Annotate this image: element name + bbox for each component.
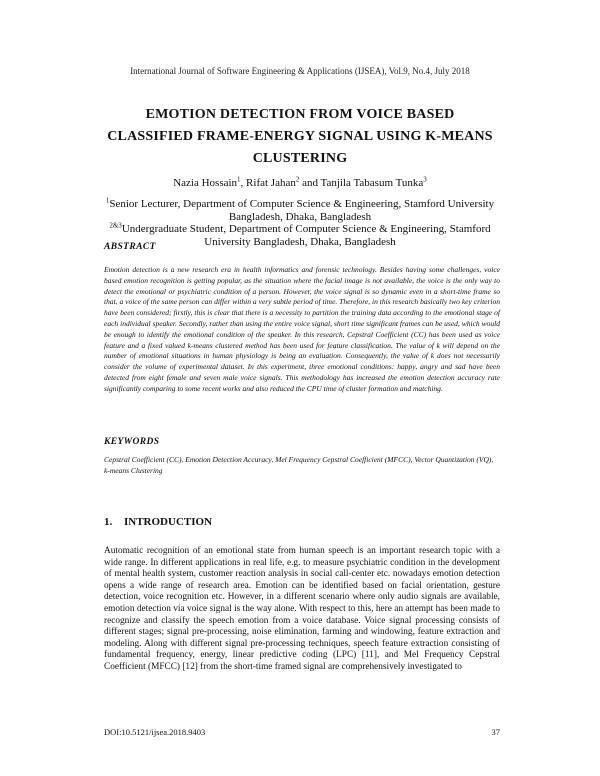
affiliation-2-text: Undergraduate Student, Department of Computer Science & Engineering, Stamford University Bangladesh, Dhaka, Bangladesh xyxy=(121,223,491,248)
keywords-text: Cepstral Coefficient (CC), Emotion Detection Accuracy, Mel Frequency Cepstral Coefficient (MFCC), Vector Quantization (VQ), k-means Clustering xyxy=(104,455,494,475)
affiliation-1 xyxy=(95,198,505,224)
affiliation-2 xyxy=(95,223,505,249)
abstract-heading: ABSTRACT xyxy=(104,242,156,252)
abstract-text: Emotion detection is a new research era in health informatics and forensic technology. Besides having some challenges, voice based emotion recognition is getting popular, as the situation where the facial image is not available, the voice is the only way to detect the emotional or psychiatric condition of a person. However, the voice signal is so dynamic even in a short-time frame so that, a voice of the same person can differ within a very subtle period of time. Therefore, in this research basically two key criterion have been considered; firstly, this is clear that there is a necessity to partition the training data according to the emotional stage of each individual speaker. Secondly, rather than using the entire voice signal, short time significant frames can be used, which would be enough to identify the emotional condition of the speaker. In this research, Cepstral Coefficient (CC) has been used as voice feature and a fixed valued k-means clustered method has been used for feature classification. The value of k will depend on the number of emotional situations in human physiology is being an evaluation. Consequently, the value of k does not necessarily consider the volume of experimental dataset. In this experiment, three emotional conditions: happy, angry and sad have been detected from eight female and seven male voice signals. This methodology has increased the emotion detection accuracy rate significantly comparing to some recent works and also reduced the CPU time of cluster formation and matching. xyxy=(104,265,500,393)
author-1-name: Nazia Hossain xyxy=(173,177,238,189)
paper-title xyxy=(60,104,540,170)
introduction-text: Automatic recognition of an emotional state from human speech is an important research topic with a wide range. In different applications in real life, e.g. to measure psychiatric condition in the development of mental health system, customer reaction analysis in social call-center etc. nowadays emotion detection opens a wide range of research area. Emotion can be identified based on facial orientation, gesture detection, voice recognition etc. However, in a different scenario where only audio signals are available, emotion detection via voice signal is the way alone. With respect to this, here an attempt has been made to recognize and classify the speech emotion from a voice database. Voice signal processing consists of different stages; signal pre-processing, noise elimination, farming and windowing, feature extraction and modeling. Along with different signal pre-processing techniques, speech feature extraction consisting of fundamental frequency, energy, linear predictive coding (LPC) [11], and Mel Frequency Cepstral Coefficient (MFCC) [12] from the short-time framed signal are comprehensively investigated to xyxy=(104,546,500,672)
author-3-sup: 3 xyxy=(423,175,427,184)
title-line-3: CLUSTERING xyxy=(252,151,348,166)
footer-doi: DOI:10.5121/ijsea.2018.9403 xyxy=(104,727,206,737)
author-2-sup: 2 xyxy=(295,175,300,184)
section-number: 1. xyxy=(104,516,113,528)
author-2-name: Rifat Jahan xyxy=(246,177,296,189)
author-list: Nazia Hossain$^1$, Rifat Jahan$^2$ and Tanjila Tabasum Tunka$^3$ xyxy=(173,175,427,189)
affiliation-2-sup: 2&3 xyxy=(109,221,122,230)
introduction-heading xyxy=(104,516,212,528)
author-3-name: and Tanjila Tabasum Tunka xyxy=(302,177,424,189)
title-line-1: EMOTION DETECTION FROM VOICE BASED xyxy=(145,107,455,122)
page-number: 37 xyxy=(491,727,500,737)
author-1-sup: 1 xyxy=(237,175,241,184)
affiliation-1-text: Senior Lecturer, Department of Computer Science & Engineering, Stamford University Bangladesh, Dhaka, Bangladesh xyxy=(109,198,495,223)
title-line-2: CLASSIFIED FRAME-ENERGY SIGNAL USING K-MEANS xyxy=(107,129,493,144)
keywords-heading: KEYWORDS xyxy=(104,437,160,447)
journal-header: International Journal of Software Engineering & Applications (IJSEA), Vol.9, No.4, July 2018 xyxy=(130,66,470,76)
section-title: INTRODUCTION xyxy=(124,516,213,528)
affiliation-1-sup: 1 xyxy=(105,196,110,205)
